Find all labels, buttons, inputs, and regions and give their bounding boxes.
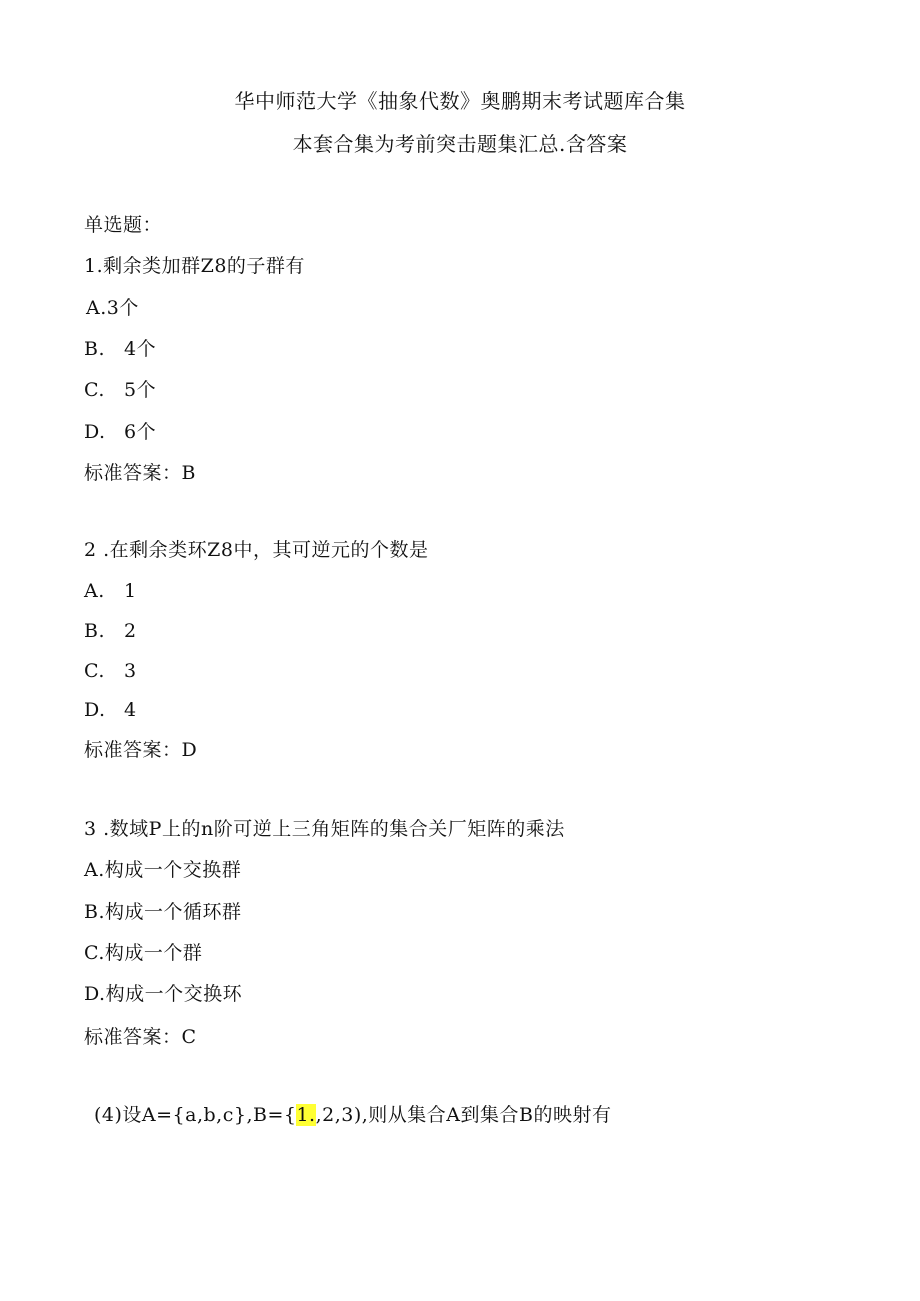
question-2-option-c bbox=[84, 659, 137, 683]
document-subtitle: 本套合集为考前突击题集汇总.含答案 bbox=[292, 132, 628, 156]
option-text: 4 bbox=[124, 699, 137, 721]
question-4-stem bbox=[94, 1103, 612, 1127]
option-letter: C. bbox=[84, 379, 105, 401]
option-letter: C. bbox=[84, 660, 105, 682]
option-text: C.构成一个群 bbox=[84, 942, 203, 964]
option-text: D.构成一个交换环 bbox=[84, 983, 243, 1005]
option-text: 3 bbox=[124, 660, 137, 682]
option-letter: D. bbox=[84, 699, 106, 721]
question-2-option-b bbox=[84, 619, 137, 643]
stem-prefix: (4)设A={a,b,c},B={ bbox=[94, 1104, 297, 1126]
question-3-option-b bbox=[84, 900, 242, 924]
option-text: 1 bbox=[124, 580, 137, 602]
question-1-option-a bbox=[86, 296, 139, 320]
question-2-answer: 标准答案：D bbox=[84, 739, 198, 761]
highlighted-text: 1. bbox=[296, 1104, 316, 1126]
stem-suffix: ,2,3),则从集合A到集合B的映射有 bbox=[315, 1104, 612, 1126]
option-text: A.3个 bbox=[86, 297, 139, 319]
question-3-stem: 3 .数域P上的n阶可逆上三角矩阵的集合关厂矩阵的乘法 bbox=[84, 818, 565, 840]
option-text: 2 bbox=[124, 620, 137, 642]
option-text: B.构成一个循环群 bbox=[84, 901, 242, 923]
question-1-stem: 1.剩余类加群Z8的子群有 bbox=[84, 255, 305, 277]
section-label: 单选题： bbox=[84, 214, 163, 236]
option-text: 6个 bbox=[124, 421, 157, 443]
question-3-option-a bbox=[84, 858, 241, 882]
question-2-option-d bbox=[84, 698, 137, 722]
option-letter: B. bbox=[84, 338, 106, 360]
question-3-option-c bbox=[84, 941, 202, 965]
option-text: 4个 bbox=[124, 338, 157, 360]
option-letter: A. bbox=[84, 580, 105, 602]
question-3-answer: 标准答案：C bbox=[84, 1026, 197, 1048]
option-letter: B. bbox=[84, 620, 106, 642]
question-1-answer: 标准答案：B bbox=[84, 462, 196, 484]
option-text: A.构成一个交换群 bbox=[84, 859, 242, 881]
question-1-option-c bbox=[84, 378, 156, 402]
question-1-option-b bbox=[84, 337, 156, 361]
question-2-option-a bbox=[84, 579, 137, 603]
document-title: 华中师范大学《抽象代数》奥鹏期末考试题库合集 bbox=[234, 89, 686, 113]
question-1-option-d bbox=[84, 420, 156, 444]
question-3-option-d bbox=[84, 982, 242, 1006]
question-2-stem: 2 .在剩余类环Z8中，其可逆元的个数是 bbox=[84, 539, 429, 561]
option-letter: D. bbox=[84, 421, 106, 443]
option-text: 5个 bbox=[124, 379, 157, 401]
